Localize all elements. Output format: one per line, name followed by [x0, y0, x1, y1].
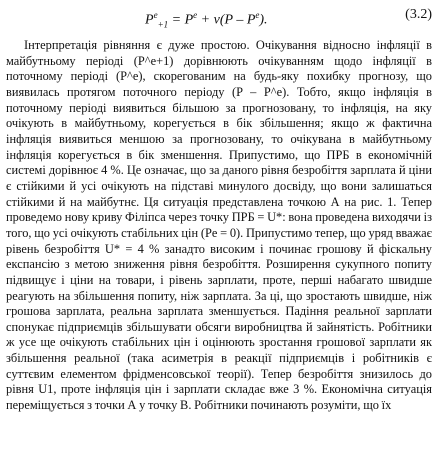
formula-symbol: P: [224, 12, 233, 28]
formula-paren: (: [219, 12, 225, 28]
formula-superscript: e: [193, 10, 198, 20]
equation: $P^e_{+1} = P^e + v(P - P^e)$.: [145, 10, 268, 30]
body-paragraph: Інтерпретація рівняння є дуже простою. Очікування відносно інфляції в майбутньому періоді (P^e+1) дорівнюють очікуванням щодо інфляції в поточному періоді (P^e), скорегованим на будь-яку похибку прогнозу, що виявилась протягом поточного періоду (P – P^e). Тобто, якщо інфляція в поточному періоді виявиться більшою за прогнозовану, то інфляція, на яку очікують в майбутньому, корегується в бік збільшення; якщо ж фактична інфляція виявиться меншою за прогнозовану, то очікувана в майбутньому інфляція корегується в бік зменшення. Припустимо, що ПРБ в економічній системі дорівнює 4 %. Це означає, що за даного рівня безробіття зарплата й ціни є стійкими й усі очікують на підставі минулого досвіду, що вони залишаться стійкими й на майбутнє. Ця ситуація представлена точкою А на рис. 1. Тепер проведемо нову криву Філіпса через точку ПРБ = U*: вона проведена виходячи із того, що усі очікують стабільних цін (Pe = 0). Припустимо тепер, що уряд вважає рівень безробіття U* = 4 % занадто високим і починає грошову й фіскальну експансію з метою зниження рівня безробіття. Розширення сукупного попиту підвищує і ціни на товари, і рівень зарплати, проте, перші набагато швидше реагують на збільшення попиту, ніж зарплата. За ці, що зростають швидше, ніж грошова зарплата, реальна зарплата зменшується. Падіння реальної зарплати спонукає підприємців збільшувати обсяги виробництва й зайнятість. Робітники ж усе ще очікують стабільних цін і оцінюють зростання грошової зарплати як збільшення реальної (така асиметрія в реакції підприємців і робітників є суттєвим елементом фрідменсовської теорії). Тепер безробіття знизилось до рівня U1, проте інфляція цін і зарплати складає вже 3 %. Економічна ситуація переміщується з точки А у точку В. Робітники починають розуміти, що їх: [6, 38, 432, 413]
formula-symbol: P: [145, 12, 154, 28]
formula-symbol: P: [184, 12, 194, 28]
formula-subscript: +1: [157, 19, 169, 30]
formula-symbol: P: [246, 12, 256, 28]
formula-paren: ).: [259, 12, 268, 28]
formula-operator: –: [236, 12, 244, 28]
formula-superscript: e: [255, 10, 260, 20]
formula-operator: +: [200, 12, 211, 28]
formula-line: [0, 4, 438, 30]
formula-coefficient: v: [213, 12, 220, 28]
equation-number: (3.2): [405, 7, 432, 22]
formula-superscript: e: [153, 10, 158, 20]
